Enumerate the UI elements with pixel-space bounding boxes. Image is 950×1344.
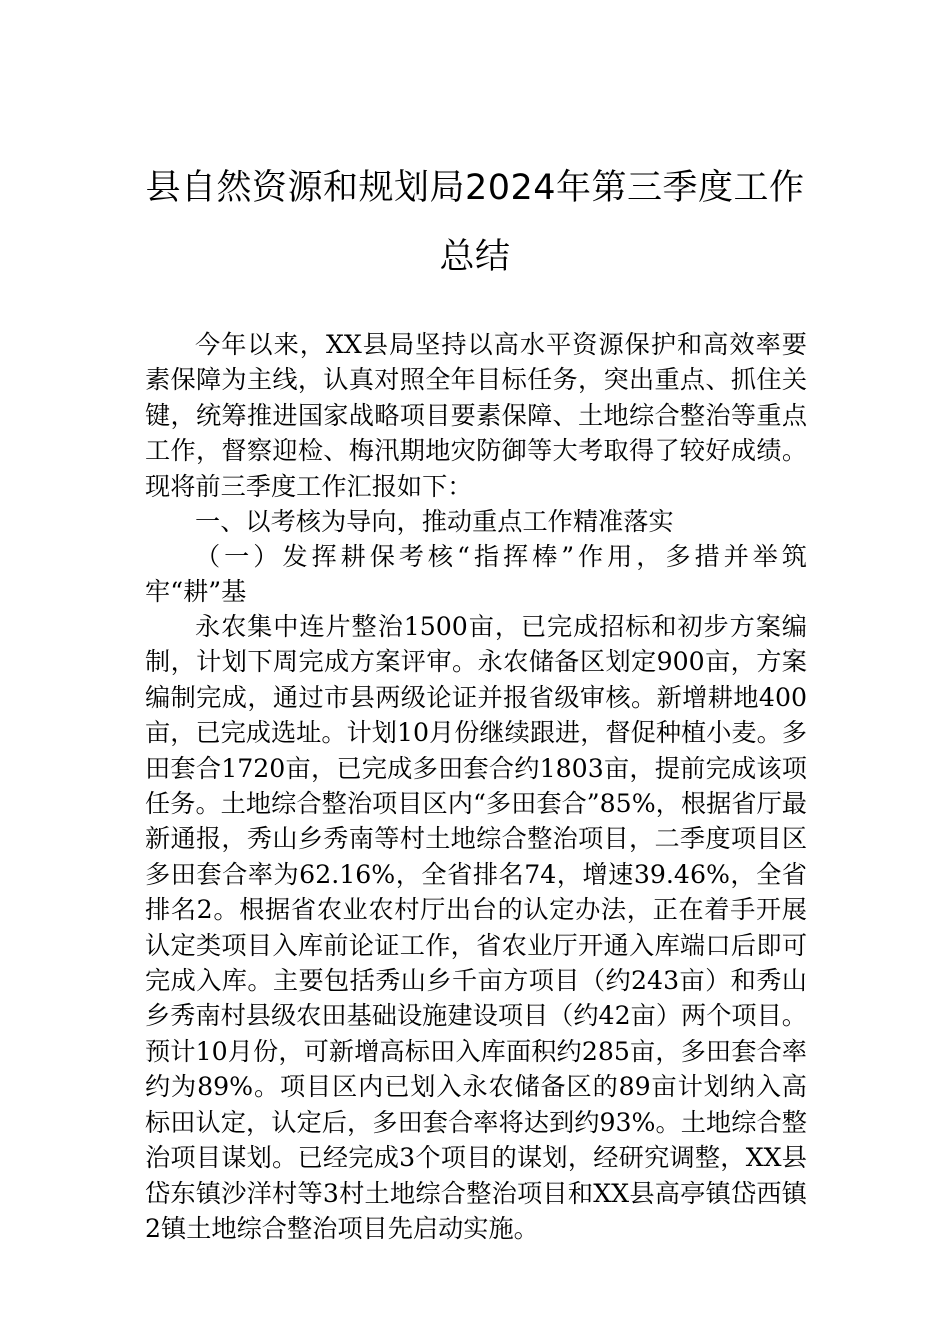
section-heading-1: 一、以考核为导向，推动重点工作精准落实	[195, 507, 674, 536]
subsection-heading-1: （一）发挥耕保考核“指挥棒”作用，多措并举筑牢“耕”基	[145, 542, 807, 607]
intro-paragraph: 今年以来，XX县局坚持以高水平资源保护和高效率要素保障为主线，认真对照全年目标任务，突出重点、抓住关键，统筹推进国家战略项目要素保障、土地综合整治等重点工作，督察迎检、梅汛期地灾防御等大考取得了较好成绩。现将前三季度工作汇报如下：	[145, 330, 807, 501]
document-title-line-2: 总结	[439, 237, 511, 277]
document-title-line-1: 县自然资源和规划局2024年第三季度工作	[145, 168, 805, 208]
body-paragraph-1: 永农集中连片整治1500亩，已完成招标和初步方案编制，计划下周完成方案评审。永农储备区划定900亩，方案编制完成，通过市县两级论证并报省级审核。新增耕地400亩，已完成选址。计划10月份继续跟进，督促种植小麦。多田套合1720亩，已完成多田套合约1803亩，提前完成该项任务。土地综合整治项目区内“多田套合”85%，根据省厅最新通报，秀山乡秀南等村土地综合整治项目，二季度项目区多田套合率为62.16%，全省排名74，增速39.46%，全省排名2。根据省农业农村厅出台的认定办法，正在着手开展认定类项目入库前论证工作，省农业厅开通入库端口后即可完成入库。主要包括秀山乡千亩方项目（约243亩）和秀山乡秀南村县级农田基础设施建设项目（约42亩）两个项目。预计10月份，可新增高标田入库面积约285亩，多田套合率约为89%。项目区内已划入永农储备区的89亩计划纳入高标田认定，认定后，多田套合率将达到约93%。土地综合整治项目谋划。已经完成3个项目的谋划，经研究调整，XX县岱东镇沙洋村等3村土地综合整治项目和XX县高亭镇岱西镇2镇土地综合整治项目先启动实施。	[145, 612, 807, 1243]
